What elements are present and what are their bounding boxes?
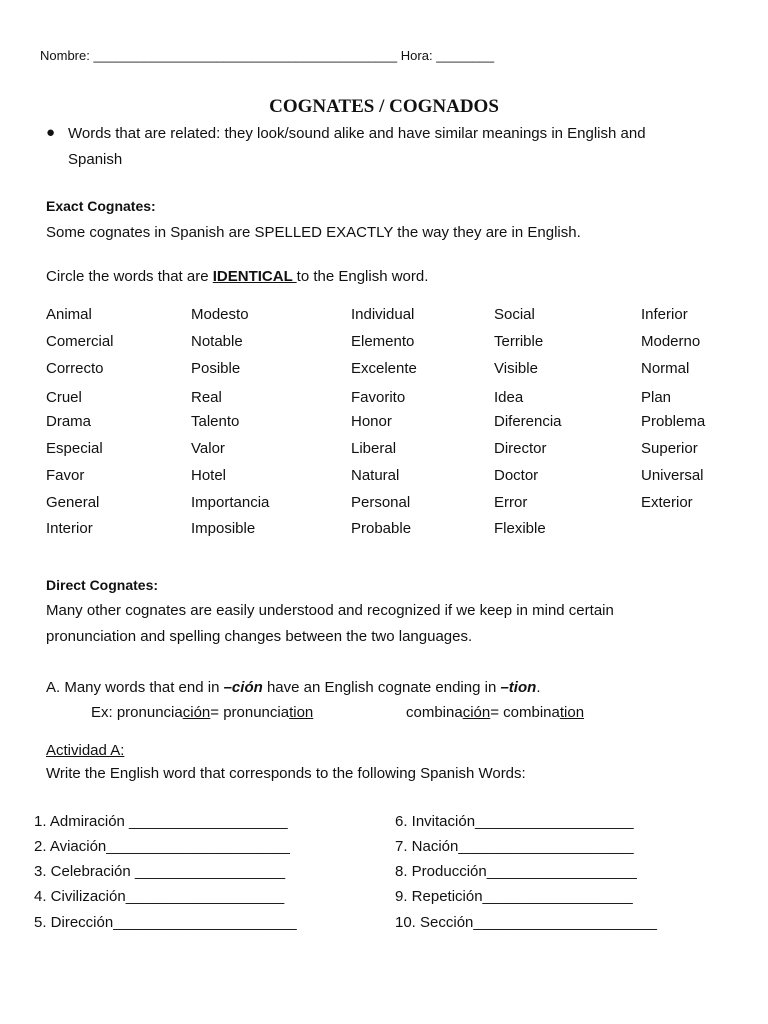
cognate-word: Imposible: [191, 520, 256, 537]
cognate-word: Personal: [351, 494, 411, 511]
cognate-word: General: [46, 494, 100, 511]
example-1-eq: = pronuncia: [210, 704, 290, 721]
cognate-word: Especial: [46, 440, 103, 457]
cognate-word: Talento: [191, 413, 240, 430]
rule-a: [46, 679, 540, 696]
cognate-word: Elemento: [351, 333, 415, 350]
cognate-word: Animal: [46, 306, 92, 323]
activity-item: 9. Repetición__________________: [395, 888, 633, 905]
name-blank: __________________________________________: [93, 48, 398, 63]
direct-heading: Direct Cognates:: [46, 577, 159, 593]
cognate-word: Favor: [46, 467, 85, 484]
cognate-word: Universal: [641, 467, 704, 484]
activity-item: 6. Invitación___________________: [395, 813, 634, 830]
cognate-word: Superior: [641, 440, 698, 457]
example-2-stem: combina: [406, 704, 463, 721]
example-1: [91, 704, 313, 721]
activity-item: 8. Producción__________________: [395, 863, 637, 880]
cognate-word: Importancia: [191, 494, 270, 511]
cognate-word: Terrible: [494, 333, 544, 350]
activity-item: 4. Civilización___________________: [34, 888, 285, 905]
cognate-word: Real: [191, 389, 222, 406]
cognate-word: Problema: [641, 413, 706, 430]
example-2-es-suffix: ción: [462, 704, 491, 721]
cognate-word: Social: [494, 306, 535, 323]
bullet-line-2: Spanish: [68, 151, 123, 168]
cognate-word: Natural: [351, 467, 400, 484]
cognate-word: Individual: [351, 306, 415, 323]
activity-item: 2. Aviación______________________: [34, 838, 290, 855]
hour-blank: ________: [436, 48, 495, 63]
example-2-en-suffix: tion: [559, 704, 585, 721]
cognate-word: Honor: [351, 413, 392, 430]
exact-heading: Exact Cognates:: [46, 198, 156, 214]
rule-a-english-ending: –tion: [500, 679, 537, 696]
rule-a-post: .: [536, 679, 541, 696]
name-label: Nombre:: [40, 48, 90, 63]
instruction-post: to the English word.: [296, 268, 429, 285]
cognate-word: Plan: [641, 389, 672, 406]
cognate-word: Interior: [46, 520, 93, 537]
example-2: [406, 704, 584, 721]
activity-heading: Actividad A:: [46, 742, 125, 759]
cognate-word: Exterior: [641, 494, 693, 511]
activity-item: 10. Sección______________________: [395, 914, 657, 931]
cognate-word: Probable: [351, 520, 412, 537]
cognate-word: Visible: [494, 360, 538, 377]
activity-item: 7. Nación_____________________: [395, 838, 634, 855]
cognate-word: Doctor: [494, 467, 539, 484]
bullet-line-1: Words that are related: they look/sound alike and have similar meanings in English and: [68, 125, 646, 142]
cognate-word: Normal: [641, 360, 690, 377]
instruction-keyword: IDENTICAL: [212, 268, 297, 285]
cognate-word: Cruel: [46, 389, 82, 406]
cognate-word: Drama: [46, 413, 92, 430]
example-1-es-suffix: ción: [182, 704, 211, 721]
cognate-word: Valor: [191, 440, 225, 457]
cognate-word: Inferior: [641, 306, 688, 323]
activity-item: 3. Celebración __________________: [34, 863, 286, 880]
exact-instruction: [46, 268, 428, 285]
cognate-word: Idea: [494, 389, 524, 406]
cognate-word: Error: [494, 494, 528, 511]
page-title: COGNATES / COGNADOS: [269, 96, 499, 117]
exact-description: Some cognates in Spanish are SPELLED EXACTLY the way they are in English.: [46, 224, 581, 241]
direct-line-2: pronunciation and spelling changes between the two languages.: [46, 628, 473, 645]
bullet-icon: ●: [46, 124, 56, 141]
example-label: Ex: pronuncia: [91, 704, 183, 721]
rule-a-pre: A. Many words that end in: [46, 679, 224, 696]
cognate-word: Comercial: [46, 333, 114, 350]
rule-a-spanish-ending: –ción: [223, 679, 263, 696]
direct-line-1: Many other cognates are easily understood and recognized if we keep in mind certain: [46, 602, 614, 619]
cognate-word: Moderno: [641, 333, 701, 350]
activity-instruction: Write the English word that corresponds to the following Spanish Words:: [46, 765, 526, 782]
cognate-word: Liberal: [351, 440, 397, 457]
activity-item: 5. Dirección______________________: [34, 914, 297, 931]
activity-item: 1. Admiración ___________________: [34, 813, 288, 830]
example-1-en-suffix: tion: [289, 704, 314, 721]
rule-a-mid: have an English cognate ending in: [262, 679, 501, 696]
cognate-word: Modesto: [191, 306, 249, 323]
cognate-word: Notable: [191, 333, 243, 350]
cognate-word: Posible: [191, 360, 241, 377]
cognate-word: Director: [494, 440, 547, 457]
cognate-word: Correcto: [46, 360, 104, 377]
cognate-word: Favorito: [351, 389, 406, 406]
instruction-pre: Circle the words that are: [46, 268, 213, 285]
cognate-word: Flexible: [494, 520, 546, 537]
cognate-word: Diferencia: [494, 413, 562, 430]
header-line: [40, 48, 494, 63]
cognate-word: Hotel: [191, 467, 227, 484]
example-2-eq: = combina: [490, 704, 560, 721]
hour-label: Hora:: [400, 48, 433, 63]
cognate-word: Excelente: [351, 360, 417, 377]
